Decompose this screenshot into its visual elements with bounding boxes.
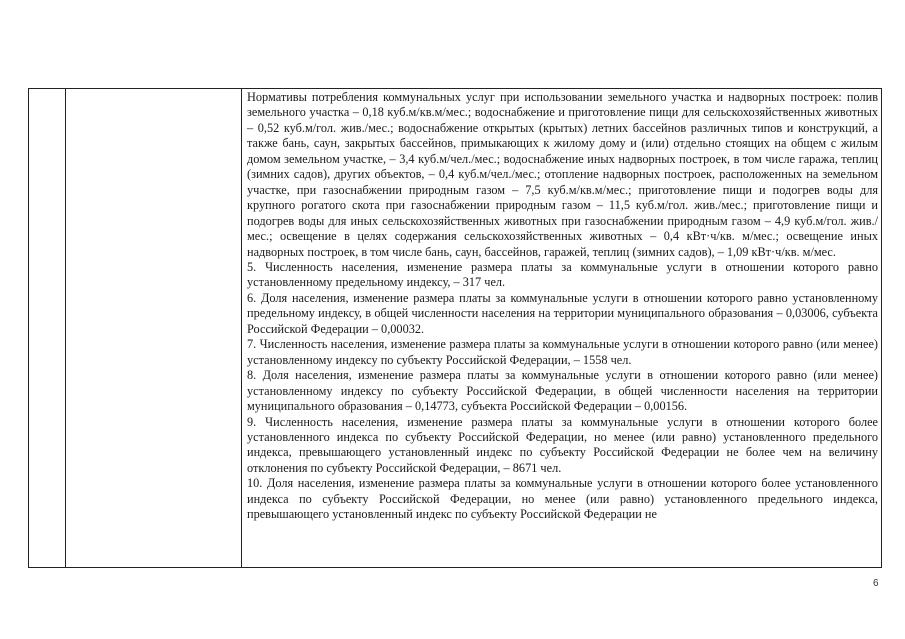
paragraph-item-5: 5. Численность населения, изменение размера платы за коммунальные услуги в отношении которого равно установленному предельному индексу, – 317 чел. [247,259,878,290]
page-number: 6 [873,578,879,589]
paragraph-item-9: 9. Численность населения, изменение размера платы за коммунальные услуги в отношении которого более установленного индекса по субъекту Российской Федерации, но менее (или равно) установленного предельного индекса, превышающего установленный индекс по субъекту Российской Федерации не более чем на величину отклонения по субъекту Российской Федерации, – 8671 чел. [247,414,878,475]
paragraph-item-6: 6. Доля населения, изменение размера платы за коммунальные услуги в отношении которого равно установленному предельному индексу, в общей численности населения на территории муниципального образования – 0,03006, субъекта Российской Федерации – 0,00032. [247,290,878,336]
paragraph-item-8: 8. Доля населения, изменение размера платы за коммунальные услуги в отношении которого равно (или менее) установленному индексу по субъекту Российской Федерации, в общей численности населения на территории муниципального образования – 0,14773, субъекта Российской Федерации – 0,00156. [247,368,878,414]
table-cell-content [242,89,882,568]
table-cell-number [29,89,66,568]
paragraph-item-7: 7. Численность населения, изменение размера платы за коммунальные услуги в отношении которого равно (или менее) установленному индексу по субъекту Российской Федерации, – 1558 чел. [247,337,878,367]
document-table [28,88,882,568]
paragraph-norms: Нормативы потребления коммунальных услуг при использовании земельного участка и надворных построек: полив земельного участка – 0,18 куб.м/кв.м/мес.; водоснабжение и приготовление пищи для сельскохозяйственных животных – 0,52 куб.м/гол. жив./мес.; водоснабжение открытых (крытых) летних бассейнов различных типов и конструкций, а также бань, саун, закрытых бассейнов, примыкающих к жилому дому и (или) отдельно стоящих на общем с жилым домом земельном участке, – 3,4 куб.м/чел./мес.; водоснабжение иных надворных построек, в том числе гаража, теплиц (зимних садов), других объектов, – 0,4 куб.м/чел./мес.; отопление надворных построек, расположенных на земельном участке, при газоснабжении природным газом – 7,5 куб.м/кв.м/мес.; приготовление пищи и подогрев воды для крупного рогатого скота при газоснабжении природным газом – 11,5 куб.м/гол. жив./мес.; приготовление пищи и подогрев воды для иных сельскохозяйственных животных при газоснабжении природным газом – 4,9 куб.м/гол. жив./мес.; освещение в целях содержания сельскохозяйственных животных – 0,4 кВт·ч/кв. м/мес.; освещение иных надворных построек, в том числе бань, саун, бассейнов, гаражей, теплиц (зимних садов), – 1,09 кВт·ч/кв. м/мес. [247,90,878,259]
table-cell-title [66,89,242,568]
paragraph-item-10: 10. Доля населения, изменение размера платы за коммунальные услуги в отношении которого более установленного индекса по субъекту Российской Федерации, но менее (или равно) установленного предельного индекса, превышающего установленный индекс по субъекту Российской Федерации не [247,476,878,522]
table-row [29,89,882,568]
